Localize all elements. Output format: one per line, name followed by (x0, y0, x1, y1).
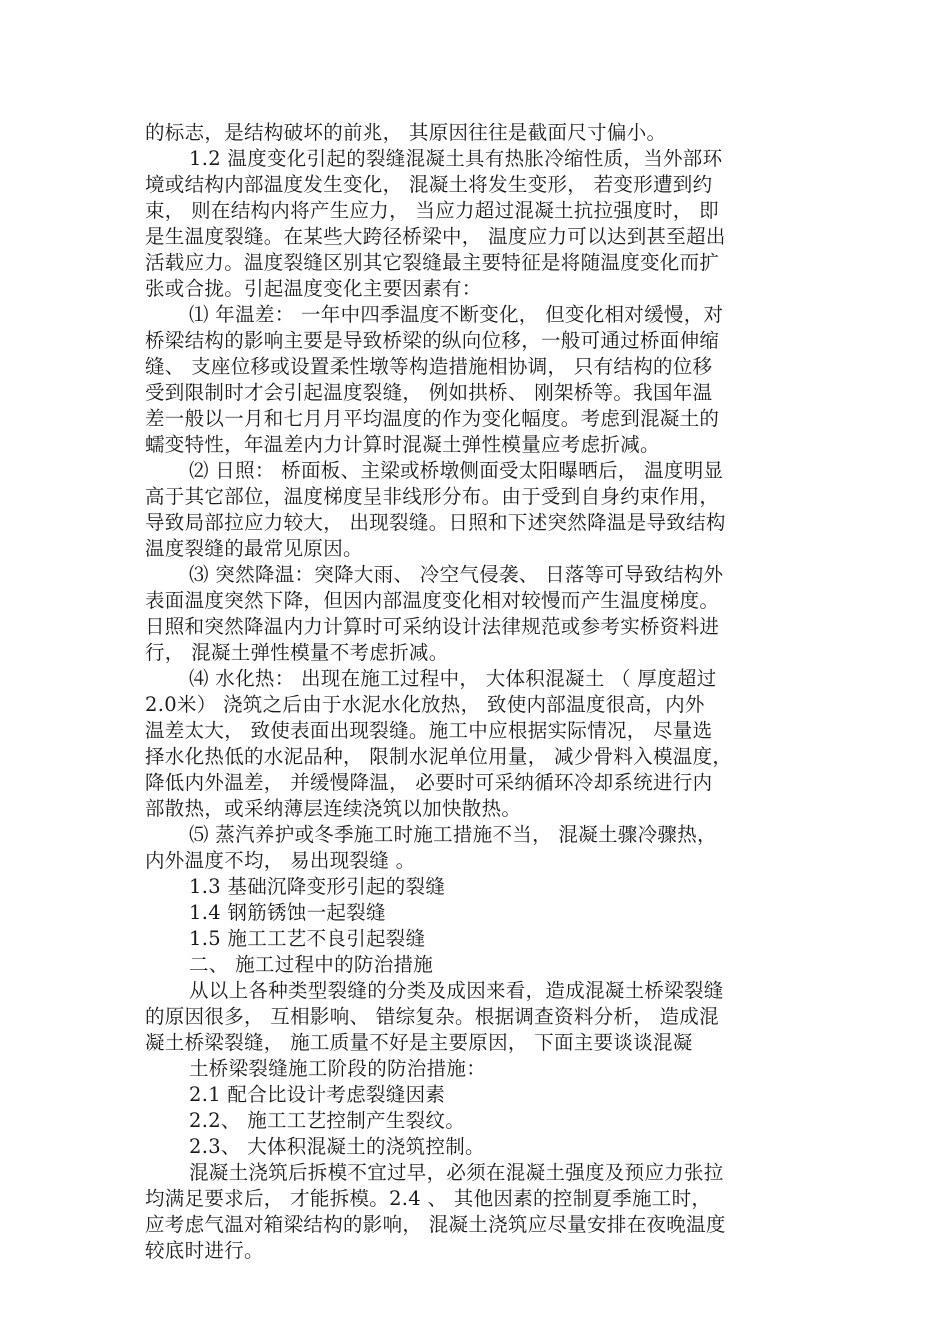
text-line: 混凝土浇筑后拆模不宜过早，必须在混凝土强度及预应力张拉 (189, 1161, 724, 1184)
text-line: 受到限制时才会引起温度裂缝， 例如拱桥、 刚架桥等。我国年温 (145, 381, 713, 404)
section-heading-1-2: 1.2 温度变化引起的裂缝混凝土具有热胀冷缩性质，当外部环 (189, 147, 723, 170)
section-heading-2-3: 2.3、 大体积混凝土的浇筑控制。 (189, 1135, 485, 1158)
text-line: 择水化热低的水泥品种， 限制水泥单位用量， 减少骨料入模温度， (145, 745, 733, 768)
text-line: 桥梁结构的影响主要是导致桥梁的纵向位移，一般可通过桥面伸缩 (145, 329, 720, 352)
text-line: 高于其它部位，温度梯度呈非线形分布。由于受到自身约束作用， (145, 485, 720, 508)
text-line: 从以上各种类型裂缝的分类及成因来看，造成混凝土桥梁裂缝 (189, 979, 724, 1002)
list-item-steam-curing: ⑸ 蒸汽养护或冬季施工时施工措施不当， 混凝土骤冷骤热， (189, 823, 717, 846)
text-line: 束， 则在结构内将产生应力， 当应力超过混凝土抗拉强度时， 即 (145, 199, 719, 222)
section-heading-1-4: 1.4 钢筋锈蚀一起裂缝 (189, 901, 386, 924)
text-line: 的标志，是结构破坏的前兆， 其原因往往是截面尺寸偏小。 (145, 121, 667, 144)
text-line: 差一般以一月和七月月平均温度的作为变化幅度。考虑到混凝土的 (145, 407, 720, 430)
section-heading-2-1: 2.1 配合比设计考虑裂缝因素 (189, 1083, 446, 1106)
text-line: 温度裂缝的最常见原因。 (145, 537, 363, 560)
list-item-sunlight: ⑵ 日照： 桥面板、主梁或桥墩侧面受太阳曝晒后， 温度明显 (189, 459, 724, 482)
text-line: 部散热，或采纳薄层连续浇筑以加快散热。 (145, 797, 522, 820)
text-line: 缝、 支座位移或设置柔性墩等构造措施相协调， 只有结构的位移 (145, 355, 713, 378)
text-line: 蠕变特性，年温差内力计算时混凝土弹性模量应考虑折减。 (145, 433, 660, 456)
text-line: 境或结构内部温度发生变化， 混凝土将发生变形， 若变形遭到约 (145, 173, 713, 196)
text-line: 导致局部拉应力较大， 出现裂缝。日照和下述突然降温是导致结构 (145, 511, 726, 534)
list-item-sudden-cooling: ⑶ 突然降温：突降大雨、 冷空气侵袭、 日落等可导致结构外 (189, 563, 724, 586)
list-item-annual-temperature: ⑴ 年温差： 一年中四季温度不断变化， 但变化相对缓慢，对 (189, 303, 724, 326)
text-line: 的原因很多， 互相影响、 错综复杂。根据调查资料分析， 造成混 (145, 1005, 719, 1028)
text-line: 是生温度裂缝。在某些大跨径桥梁中， 温度应力可以达到甚至超出 (145, 225, 726, 248)
text-line: 降低内外温差， 并缓慢降温， 必要时可采纳循环冷却系统进行内 (145, 771, 713, 794)
list-item-hydration-heat: ⑷ 水化热： 出现在施工过程中， 大体积混凝土 （ 厚度超过 (189, 667, 717, 690)
section-heading-2-2: 2.2、 施工工艺控制产生裂纹。 (189, 1109, 466, 1132)
text-line: 行， 混凝土弹性模量不考虑折减。 (145, 641, 449, 664)
text-line: 凝土桥梁裂缝， 施工质量不好是主要原因， 下面主要谈谈混凝 (145, 1031, 693, 1054)
section-heading-2: 二、 施工过程中的防治措施 (189, 953, 434, 976)
text-line: 土桥梁裂缝施工阶段的防治措施： (189, 1057, 487, 1080)
text-line: 内外温度不均， 易出现裂缝 。 (145, 849, 416, 872)
text-line: 张或合拢。引起温度变化主要因素有： (145, 277, 482, 300)
text-line: 应考虑气温对箱梁结构的影响， 混凝土浇筑应尽量安排在夜晚温度 (145, 1213, 726, 1236)
text-line: 日照和突然降温内力计算时可采纳设计法律规范或参考实桥资料进 (145, 615, 720, 638)
text-line: 活载应力。温度裂缝区别其它裂缝最主要特征是将随温度变化而扩 (145, 251, 720, 274)
text-line: 均满足要求后， 才能拆模。2.4 、 其他因素的控制夏季施工时， (145, 1187, 712, 1210)
text-line: 较底时进行。 (145, 1239, 264, 1262)
text-line: 表面温度突然下降，但因内部温度变化相对较慢而产生温度梯度。 (145, 589, 720, 612)
section-heading-1-3: 1.3 基础沉降变形引起的裂缝 (189, 875, 446, 898)
text-line: 2.0米） 浇筑之后由于水泥水化放热， 致使内部温度很高，内外 (145, 693, 705, 716)
section-heading-1-5: 1.5 施工工艺不良引起裂缝 (189, 927, 426, 950)
text-line: 温差太大， 致使表面出现裂缝。施工中应根据实际情况， 尽量选 (145, 719, 713, 742)
